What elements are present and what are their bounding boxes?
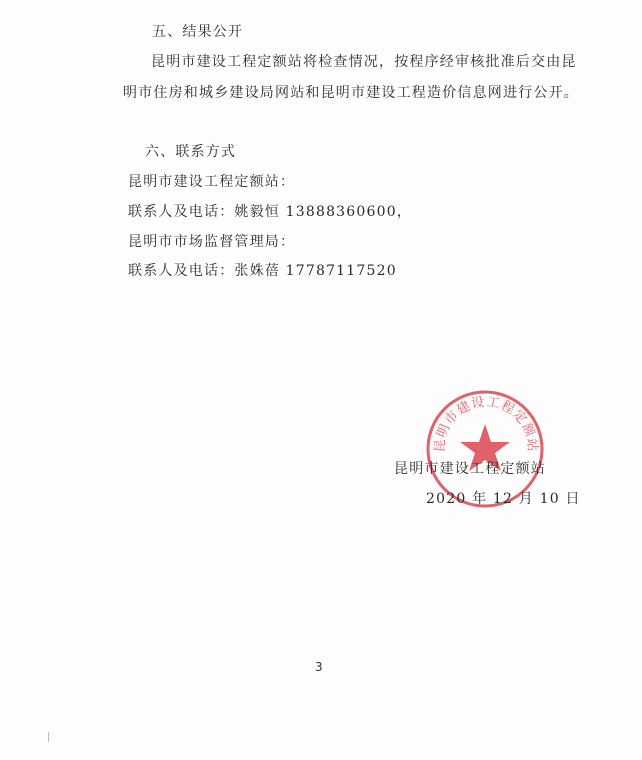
- contact-organization-2: 昆明市市场监督管理局：: [128, 234, 296, 250]
- section-5-paragraph-line-1: 昆明市建设工程定额站将检查情况，按程序经审核批准后交由昆: [151, 54, 577, 70]
- signature-date: 2020 年 12 月 10 日: [426, 491, 581, 507]
- contact-person-1: 联系人及电话：姚毅恒 13888360600，: [128, 204, 413, 220]
- svg-text:昆明市建设工程定额站: 昆明市建设工程定额站: [432, 394, 540, 453]
- section-5-heading: 五、结果公开: [152, 24, 244, 40]
- contact-organization-1: 昆明市建设工程定额站：: [128, 174, 296, 190]
- page-number: 3: [315, 660, 323, 674]
- contact-person-2: 联系人及电话：张姝蓓 17787117520: [128, 263, 397, 279]
- section-6-heading: 六、联系方式: [145, 144, 237, 160]
- scan-edge-mark: [48, 732, 49, 742]
- signature-organization: 昆明市建设工程定额站: [394, 461, 546, 477]
- section-5-paragraph-line-2: 明市住房和城乡建设局网站和昆明市建设工程造价信息网进行公开。: [123, 85, 579, 101]
